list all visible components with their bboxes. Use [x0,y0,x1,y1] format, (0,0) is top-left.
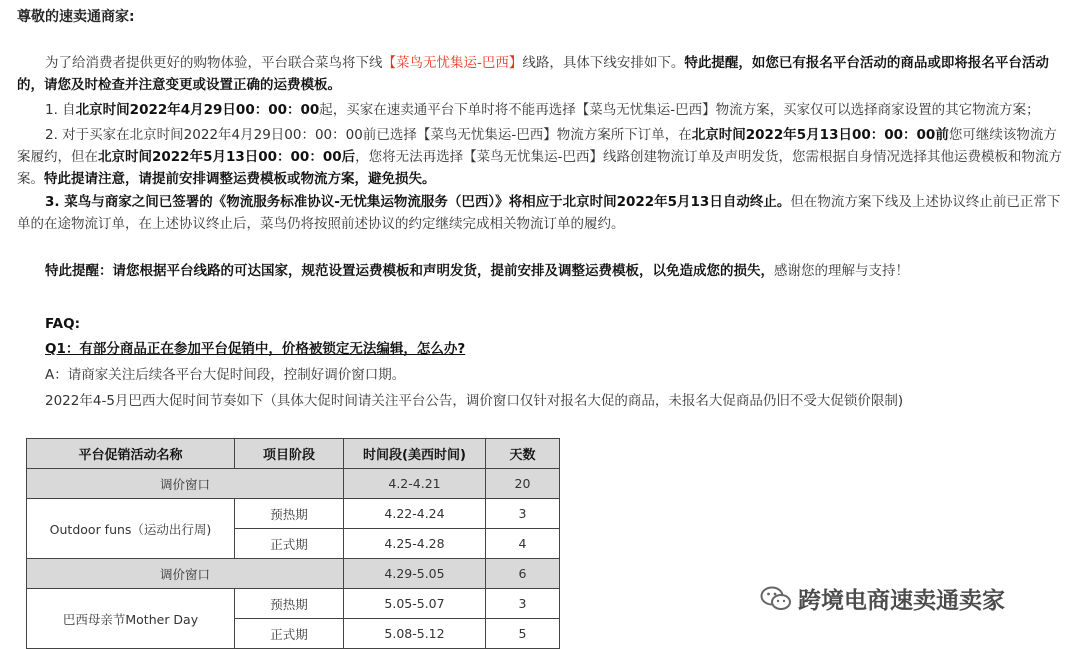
cell-days: 20 [486,469,560,499]
item-3-bold: 3. 菜鸟与商家之间已签署的《物流服务标准协议-无忧集运物流服务（巴西）》将相应于北京时间2022年5月13日自动终止。 [45,194,791,210]
reminder-bold: 特此提醒：请您根据平台线路的可达国家，规范设置运费模板和声明发货，提前安排及调整运费模板，以免造成您的损失， [45,263,774,279]
faq-heading [17,313,1080,335]
faq-question-text: Q1：有部分商品正在参加平台促销中，价格被锁定无法编辑，怎么办? [45,341,466,357]
item-2-text: 2. 对于买家在北京时间2022年4月29日00：00：00前已选择【菜鸟无忧集运-巴西】物流方案所下订单，在 [45,127,692,143]
cell-stage: 预热期 [235,589,344,619]
header-days: 天数 [486,439,560,469]
cell-stage: 正式期 [235,529,344,559]
cell-name: Outdoor funs（运动出行周) [27,499,235,559]
cell-days: 3 [486,589,560,619]
item-2-date: 北京时间2022年5月13日00：00：00前 [691,127,949,143]
faq-question [17,338,1080,360]
item-1-text-2: 起，买家在速卖通平台下单时将不能再选择【菜鸟无忧集运-巴西】物流方案，买家仅可以选择商家设置的其它物流方案； [319,102,1040,118]
intro-text: 为了给消费者提供更好的购物体验，平台联合菜鸟将下线 [45,55,383,71]
table-row [27,499,560,529]
table-row [27,589,560,619]
item-1 [17,99,1080,121]
header-name: 平台促销活动名称 [27,439,235,469]
wechat-icon [760,585,792,613]
item-1-date: 北京时间2022年4月29日00：00：00 [75,102,320,118]
cell-days: 6 [486,559,560,589]
promo-schedule-table [26,438,560,649]
cell-period: 4.22-4.24 [344,499,486,529]
cell-period: 4.2-4.21 [344,469,486,499]
greeting: 尊敬的速卖通商家: [17,9,135,25]
cell-days: 3 [486,499,560,529]
faq-note: 2022年4-5月巴西大促时间节奏如下（具体大促时间请关注平台公告，调价窗口仅针对报名大促的商品，未报名大促商品仍旧不受大促锁价限制) [45,393,904,409]
reminder [17,260,1080,282]
intro-paragraph [17,52,1062,96]
cell-name: 巴西母亲节Mother Day [27,589,235,649]
route-name: 【菜鸟无忧集运-巴西】 [382,55,523,71]
intro-reminder: 特此提醒，如您已有报名平台活动的商品或即将报名平台活动的，请您及时检查并注意变更或设置正确的运费模板。 [17,55,1049,93]
cell-days: 4 [486,529,560,559]
table-row [27,469,560,499]
cell-name: 调价窗口 [27,559,344,589]
cell-stage: 正式期 [235,619,344,649]
cell-period: 4.25-4.28 [344,529,486,559]
watermark-text: 跨境电商速卖通卖家 [798,588,1005,614]
item-2-text-2: 您可继续该物流方案履约，但在 [17,127,1057,165]
item-2-date-2: 北京时间2022年5月13日00：00：00后 [98,149,356,165]
cell-period: 5.08-5.12 [344,619,486,649]
header-period: 时间段(美西时间) [344,439,486,469]
cell-period: 4.29-5.05 [344,559,486,589]
reminder-thanks: 感谢您的理解与支持！ [774,263,909,279]
item-2 [17,124,1062,190]
faq-answer: A：请商家关注后续各平台大促时间段，控制好调价窗口期。 [45,367,406,383]
table-header-row [27,439,560,469]
cell-stage: 预热期 [235,499,344,529]
item-2-text-3: ，您将无法再选择【菜鸟无忧集运-巴西】线路创建物流订单及声明发货，您需根据自身情况选择其他运费模板和物流方案。 [17,149,1062,187]
table-row [27,559,560,589]
watermark [760,582,1005,615]
cell-period: 5.05-5.07 [344,589,486,619]
cell-days: 5 [486,619,560,649]
item-2-reminder: 特此提请注意，请提前安排调整运费模板或物流方案，避免损失。 [44,171,436,187]
item-3 [17,191,1062,235]
item-1-text: 1. 自 [45,102,76,118]
header-stage: 项目阶段 [235,439,344,469]
item-3-text: 但在物流方案下线及上述协议终止前已正常下单的在途物流订单，在上述协议终止后，菜鸟仍将按照前述协议的约定继续完成相关物流订单的履约。 [17,194,1061,232]
cell-name: 调价窗口 [27,469,344,499]
intro-text-2: 线路，具体下线安排如下。 [522,55,685,71]
faq-heading-text: FAQ: [45,316,80,332]
